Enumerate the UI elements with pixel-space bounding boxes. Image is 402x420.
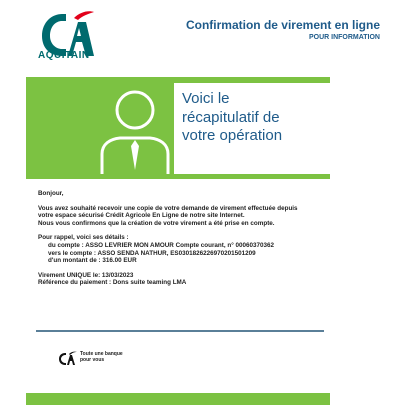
page-title: Confirmation de virement en ligne: [185, 18, 380, 32]
transfer-date: Virement UNIQUE le: 13/03/2023: [38, 271, 134, 279]
intro-line-1: Vous avez souhaité recevoir une copie de votre demande de virement effectuée depuis: [38, 204, 298, 212]
intro-line-3: Nous vous confirmons que la création de votre virement a été prise en compte.: [38, 219, 275, 227]
divider: [36, 330, 324, 332]
payment-reference: Référence du paiement : Dons suite teaming LMA: [38, 279, 187, 287]
from-account: du compte : ASSO LEVRIER MON AMOUR Compte courant, n° 00060370362: [48, 241, 274, 249]
footer-tagline-line-1: Toute une banque: [80, 351, 123, 357]
footer-bar: [26, 393, 330, 405]
recap-intro: Pour rappel, voici ses détails :: [38, 234, 129, 242]
page-subtitle: POUR INFORMATION: [308, 34, 380, 41]
advisor-avatar-icon: [96, 84, 174, 174]
footer-tagline-line-2: pour vous: [80, 356, 105, 363]
logo-region-text: AQUITAIN: [38, 50, 90, 61]
intro-line-2: votre espace sécurisé Crédit Agricole En Ligne de notre site Internet.: [38, 212, 245, 220]
banner-line-2: récapitulatif de: [182, 108, 280, 126]
message-body: [38, 190, 338, 287]
transfer-amount: d'un montant de : 316.00 EUR: [48, 257, 137, 265]
banner-headline: [182, 90, 327, 146]
banner-line-1: Voici le: [182, 90, 230, 107]
footer-tagline: [80, 352, 130, 363]
banner-line-3: votre opération: [182, 127, 283, 144]
greeting: Bonjour,: [38, 190, 64, 197]
to-account: vers le compte : ASSO SENDA NATHUR, ES0301826226970201501209: [48, 249, 256, 257]
footer-logo-icon: [58, 351, 78, 365]
